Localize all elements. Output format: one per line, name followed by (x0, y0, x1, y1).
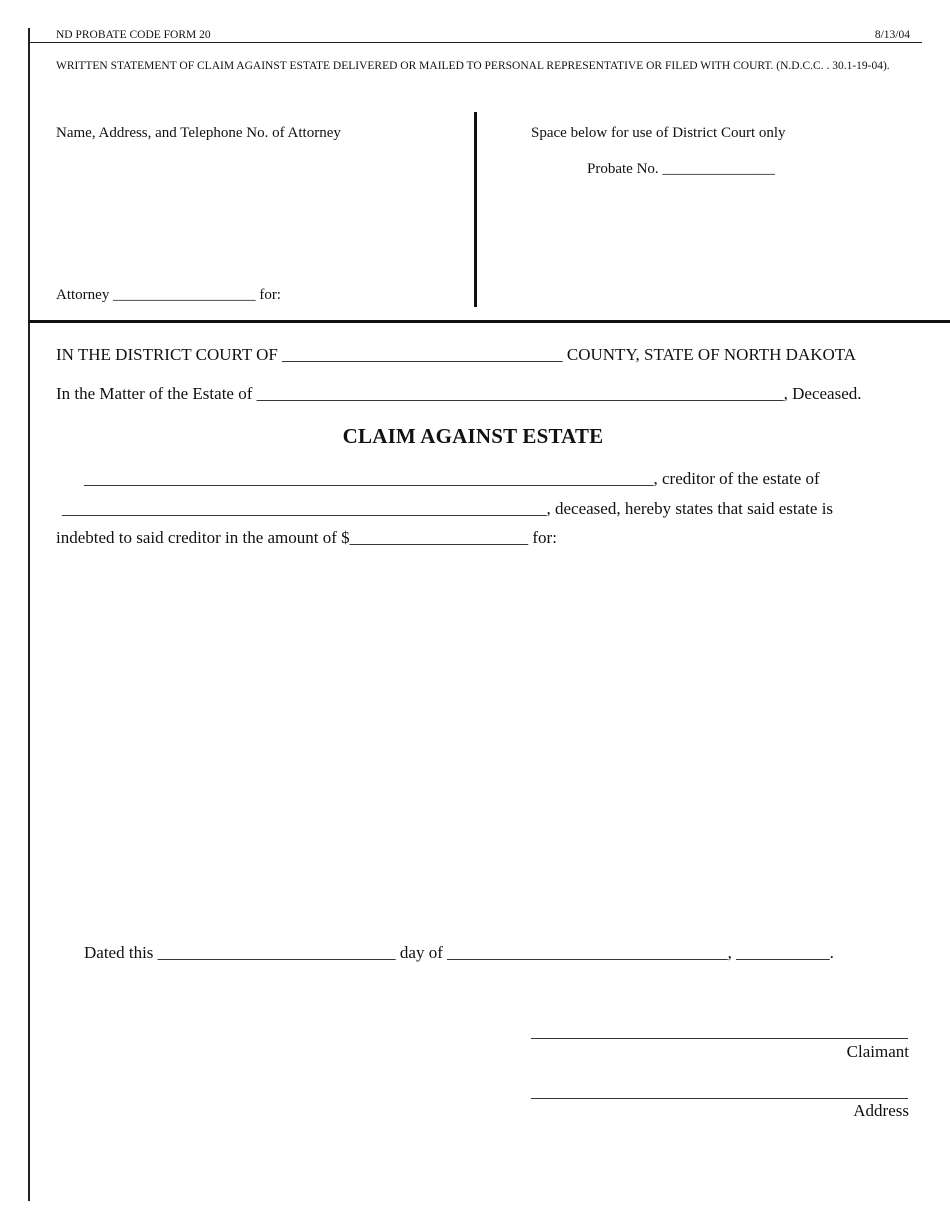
left-margin-rule (28, 28, 30, 1201)
amount-line[interactable]: indebted to said creditor in the amount of $_____________________ for: (56, 528, 557, 547)
dated-line[interactable]: Dated this ____________________________ day of _________________________________, ___________. (84, 943, 834, 962)
claimant-signature-line[interactable] (531, 1038, 908, 1039)
form-description: WRITTEN STATEMENT OF CLAIM AGAINST ESTATE DELIVERED OR MAILED TO PERSONAL REPRESENTATIVE OR FILED WITH COURT. (N.D.C.C. . 30.1-19-04). (56, 60, 890, 72)
caption-rule (28, 320, 950, 323)
revision-date: 8/13/04 (874, 29, 910, 41)
estate-caption-line[interactable]: In the Matter of the Estate of ______________________________________________________________, Deceased. (56, 384, 862, 403)
box-divider (474, 112, 477, 307)
creditor-line[interactable]: ___________________________________________________________________, creditor of the estate of (84, 469, 820, 488)
decedent-line[interactable]: _________________________________________________________, deceased, hereby states that said estate is (62, 499, 834, 518)
address-signature-line[interactable] (531, 1098, 908, 1099)
form-id: ND PROBATE CODE FORM 20 (56, 29, 211, 41)
court-caption-line[interactable]: IN THE DISTRICT COURT OF _________________________________ COUNTY, STATE OF NORTH DAKOTA (56, 345, 857, 364)
attorney-box-label: Name, Address, and Telephone No. of Attorney (56, 125, 341, 141)
probate-number-field[interactable]: Probate No. _______________ (587, 161, 775, 177)
court-box-label: Space below for use of District Court only (531, 125, 786, 141)
claimant-label: Claimant (846, 1042, 909, 1061)
header-rule (28, 42, 922, 43)
document-title: CLAIM AGAINST ESTATE (342, 424, 604, 448)
attorney-line[interactable]: Attorney ___________________ for: (56, 287, 281, 303)
address-label: Address (853, 1101, 909, 1120)
